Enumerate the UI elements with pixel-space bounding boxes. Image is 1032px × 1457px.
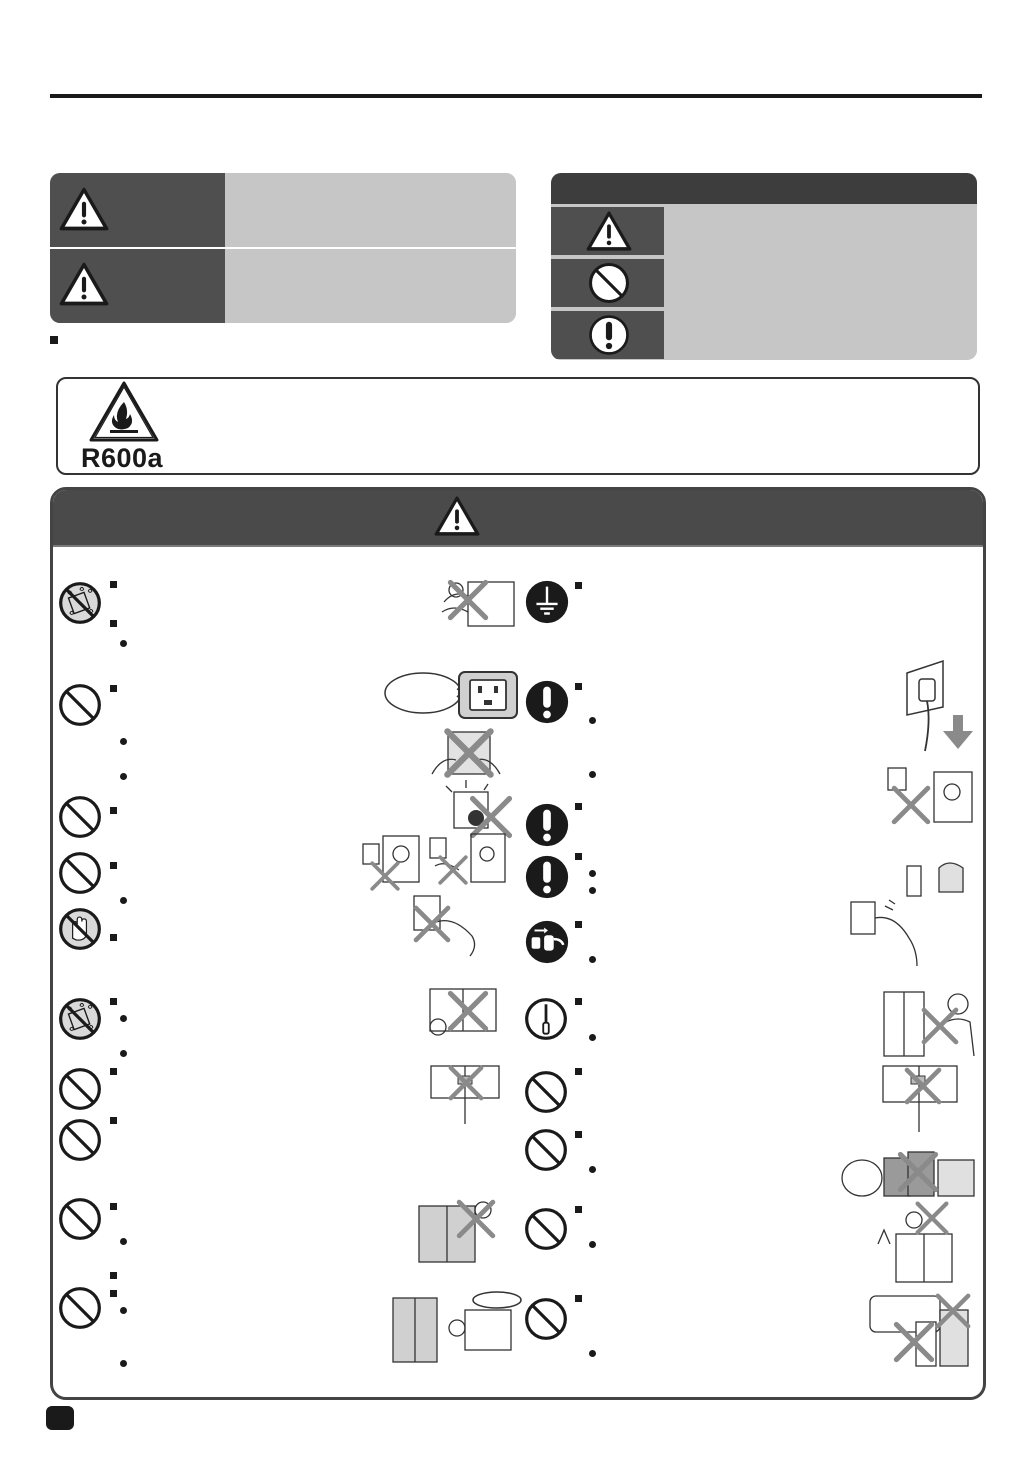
symbol-row-mandatory [551, 311, 977, 359]
symbol-legend-header [551, 173, 977, 204]
unplug-icon [523, 918, 571, 966]
illustration-fridge-climb [415, 1196, 501, 1266]
no-circle-icon [57, 682, 103, 728]
page-number-tab [46, 1406, 74, 1430]
illustration-damaged-socket [884, 764, 976, 830]
warning-triangle-icon [433, 495, 481, 537]
ground-icon [523, 578, 571, 626]
illustration-fridge-person [880, 982, 980, 1058]
no-circle-icon [523, 1206, 569, 1252]
exclamation-circle-icon [587, 313, 631, 357]
no-water-spray-icon [57, 996, 103, 1042]
no-circle-icon [523, 1069, 569, 1115]
legend-row-warning [50, 173, 516, 247]
illustration-socket [383, 669, 521, 721]
refrigerant-notice-box [56, 377, 980, 475]
legend-row-caution [50, 249, 516, 323]
legend-note-bullet [50, 336, 58, 344]
exclamation-circle-icon [523, 853, 571, 901]
illustration-water-spray [438, 572, 520, 630]
illustration-fridge-top-items [870, 1200, 960, 1284]
warnings-panel-header [53, 490, 983, 545]
warning-triangle-icon [58, 186, 110, 232]
illustration-chemicals [866, 1286, 976, 1374]
illustration-fridge-bottle [425, 1062, 505, 1126]
illustration-flammable-cans [838, 1148, 978, 1202]
no-disassembly-icon [523, 996, 569, 1042]
no-circle-icon [57, 794, 103, 840]
no-circle-icon [57, 1196, 103, 1242]
no-circle-icon [57, 1066, 103, 1112]
illustration-unplug-arrow [903, 657, 979, 755]
no-circle-icon [57, 1285, 103, 1331]
refrigerant-label: R600a [81, 443, 164, 473]
illustration-fridge-service [385, 1288, 525, 1366]
no-circle-icon [57, 850, 103, 896]
illustration-wet-hand-plug [410, 892, 490, 962]
illustration-pull-cord [355, 826, 510, 892]
illustration-multi-plug [428, 724, 504, 782]
flammable-gas-icon [88, 380, 160, 444]
exclamation-circle-icon [523, 801, 571, 849]
warning-triangle-icon [58, 261, 110, 307]
warning-triangle-icon [585, 210, 633, 252]
symbol-legend [551, 173, 977, 360]
no-wet-hands-icon [57, 906, 103, 952]
no-water-spray-icon [57, 580, 103, 626]
no-circle-icon [587, 261, 631, 305]
no-circle-icon [523, 1296, 569, 1342]
hazard-level-legend [50, 173, 516, 323]
no-circle-icon [57, 1117, 103, 1163]
illustration-fridge-spray [879, 1062, 961, 1134]
illustration-fridge-child [420, 985, 502, 1051]
symbol-row-prohibited [551, 259, 977, 307]
header-rule [50, 94, 982, 98]
symbol-row-warning [551, 207, 977, 255]
no-circle-icon [523, 1127, 569, 1173]
exclamation-circle-icon [523, 678, 571, 726]
illustration-cleaning-plug [845, 848, 977, 968]
